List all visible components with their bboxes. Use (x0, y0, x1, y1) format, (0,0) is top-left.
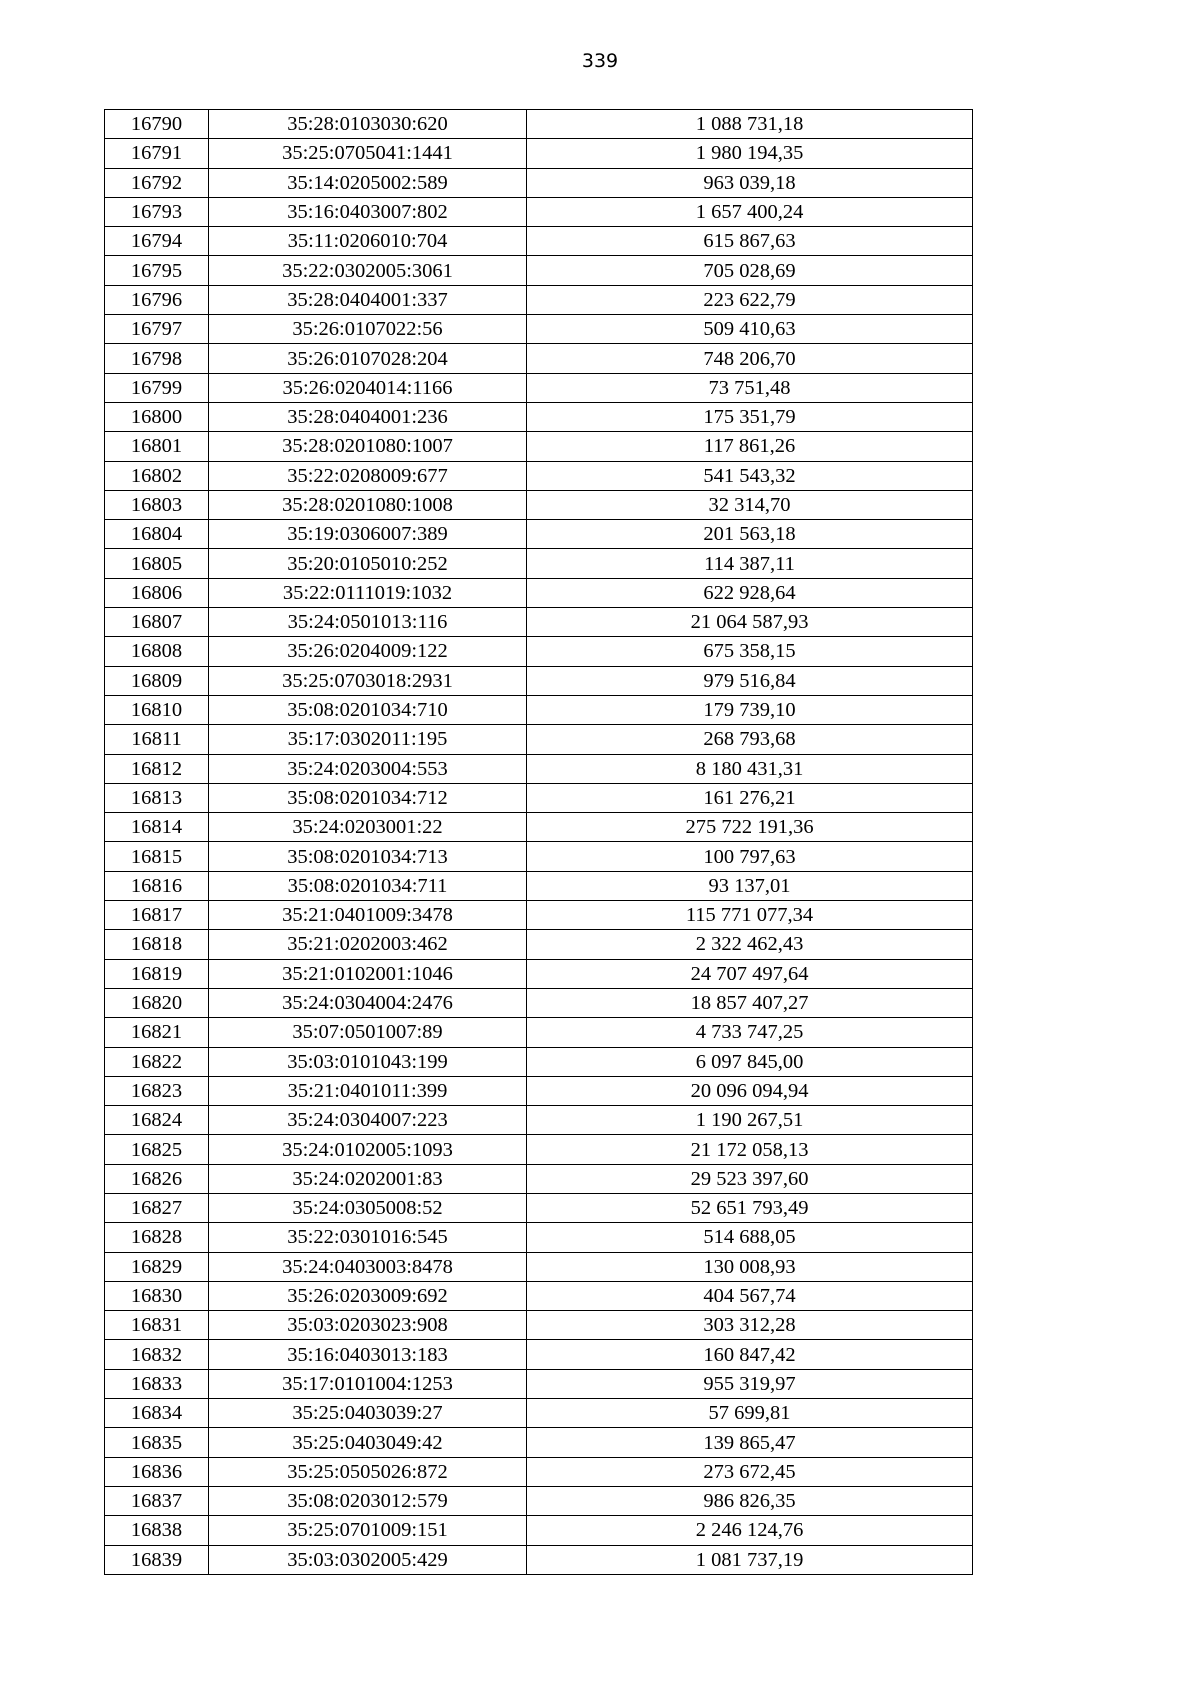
cadastral-value-cell: 509 410,63 (527, 315, 973, 344)
table-row (105, 197, 973, 226)
cadastral-value-cell: 622 928,64 (527, 578, 973, 607)
table-row (105, 725, 973, 754)
cadastral-number-cell: 35:03:0302005:429 (209, 1545, 527, 1574)
cadastral-value-cell: 223 622,79 (527, 285, 973, 314)
cadastral-number-cell: 35:22:0111019:1032 (209, 578, 527, 607)
row-number-cell: 16825 (105, 1135, 209, 1164)
cadastral-value-cell: 1 081 737,19 (527, 1545, 973, 1574)
row-number-cell: 16835 (105, 1428, 209, 1457)
row-number-cell: 16831 (105, 1311, 209, 1340)
table-row (105, 1193, 973, 1222)
row-number-cell: 16830 (105, 1281, 209, 1310)
table-row (105, 1545, 973, 1574)
table-row (105, 461, 973, 490)
cadastral-value-cell: 117 861,26 (527, 432, 973, 461)
cadastral-number-cell: 35:26:0107028:204 (209, 344, 527, 373)
cadastral-number-cell: 35:16:0403007:802 (209, 197, 527, 226)
row-number-cell: 16836 (105, 1457, 209, 1486)
cadastral-value-cell: 986 826,35 (527, 1486, 973, 1515)
row-number-cell: 16839 (105, 1545, 209, 1574)
cadastral-value-cell: 675 358,15 (527, 637, 973, 666)
cadastral-value-cell: 130 008,93 (527, 1252, 973, 1281)
row-number-cell: 16795 (105, 256, 209, 285)
cadastral-value-cell: 541 543,32 (527, 461, 973, 490)
cadastral-number-cell: 35:11:0206010:704 (209, 227, 527, 256)
cadastral-value-cell: 115 771 077,34 (527, 901, 973, 930)
cadastral-number-cell: 35:22:0301016:545 (209, 1223, 527, 1252)
cadastral-value-cell: 57 699,81 (527, 1399, 973, 1428)
cadastral-number-cell: 35:28:0103030:620 (209, 110, 527, 139)
cadastral-value-cell: 160 847,42 (527, 1340, 973, 1369)
cadastral-value-cell: 52 651 793,49 (527, 1193, 973, 1222)
row-number-cell: 16794 (105, 227, 209, 256)
cadastral-value-cell: 275 722 191,36 (527, 813, 973, 842)
cadastral-number-cell: 35:08:0201034:712 (209, 783, 527, 812)
table-row (105, 988, 973, 1017)
cadastral-number-cell: 35:26:0204014:1166 (209, 373, 527, 402)
cadastral-number-cell: 35:20:0105010:252 (209, 549, 527, 578)
table-row (105, 666, 973, 695)
cadastral-value-cell: 4 733 747,25 (527, 1018, 973, 1047)
cadastral-number-cell: 35:28:0404001:337 (209, 285, 527, 314)
cadastral-number-cell: 35:21:0401009:3478 (209, 901, 527, 930)
table-row (105, 842, 973, 871)
cadastral-value-cell: 273 672,45 (527, 1457, 973, 1486)
table-row (105, 373, 973, 402)
row-number-cell: 16812 (105, 754, 209, 783)
row-number-cell: 16821 (105, 1018, 209, 1047)
cadastral-number-cell: 35:24:0305008:52 (209, 1193, 527, 1222)
table-row (105, 1311, 973, 1340)
table-row (105, 901, 973, 930)
cadastral-number-cell: 35:25:0705041:1441 (209, 139, 527, 168)
row-number-cell: 16806 (105, 578, 209, 607)
row-number-cell: 16791 (105, 139, 209, 168)
cadastral-number-cell: 35:28:0201080:1007 (209, 432, 527, 461)
cadastral-value-cell: 32 314,70 (527, 490, 973, 519)
row-number-cell: 16833 (105, 1369, 209, 1398)
table-row (105, 139, 973, 168)
cadastral-number-cell: 35:22:0302005:3061 (209, 256, 527, 285)
cadastral-value-cell: 404 567,74 (527, 1281, 973, 1310)
cadastral-number-cell: 35:24:0304007:223 (209, 1106, 527, 1135)
table-row (105, 754, 973, 783)
table-row (105, 1340, 973, 1369)
cadastral-value-cell: 20 096 094,94 (527, 1076, 973, 1105)
row-number-cell: 16838 (105, 1516, 209, 1545)
cadastral-value-cell: 615 867,63 (527, 227, 973, 256)
table-row (105, 168, 973, 197)
cadastral-number-cell: 35:25:0403039:27 (209, 1399, 527, 1428)
table-row (105, 1047, 973, 1076)
cadastral-value-cell: 21 064 587,93 (527, 608, 973, 637)
cadastral-value-cell: 161 276,21 (527, 783, 973, 812)
row-number-cell: 16807 (105, 608, 209, 637)
cadastral-number-cell: 35:28:0404001:236 (209, 402, 527, 431)
cadastral-value-cell: 29 523 397,60 (527, 1164, 973, 1193)
page-number: 339 (581, 50, 619, 72)
row-number-cell: 16832 (105, 1340, 209, 1369)
row-number-cell: 16826 (105, 1164, 209, 1193)
row-number-cell: 16796 (105, 285, 209, 314)
cadastral-number-cell: 35:26:0203009:692 (209, 1281, 527, 1310)
row-number-cell: 16811 (105, 725, 209, 754)
cadastral-number-cell: 35:03:0203023:908 (209, 1311, 527, 1340)
cadastral-number-cell: 35:21:0401011:399 (209, 1076, 527, 1105)
cadastral-number-cell: 35:24:0403003:8478 (209, 1252, 527, 1281)
cadastral-value-table (104, 109, 973, 1575)
row-number-cell: 16823 (105, 1076, 209, 1105)
row-number-cell: 16834 (105, 1399, 209, 1428)
table-row (105, 637, 973, 666)
row-number-cell: 16817 (105, 901, 209, 930)
row-number-cell: 16797 (105, 315, 209, 344)
table-row (105, 1252, 973, 1281)
row-number-cell: 16800 (105, 402, 209, 431)
table-row (105, 402, 973, 431)
cadastral-value-cell: 73 751,48 (527, 373, 973, 402)
cadastral-number-cell: 35:24:0202001:83 (209, 1164, 527, 1193)
table-row (105, 783, 973, 812)
cadastral-number-cell: 35:24:0203001:22 (209, 813, 527, 842)
cadastral-number-cell: 35:24:0304004:2476 (209, 988, 527, 1017)
row-number-cell: 16819 (105, 959, 209, 988)
cadastral-value-cell: 139 865,47 (527, 1428, 973, 1457)
table-row (105, 1018, 973, 1047)
table-row (105, 1076, 973, 1105)
cadastral-number-cell: 35:14:0205002:589 (209, 168, 527, 197)
table-row (105, 813, 973, 842)
cadastral-value-cell: 6 097 845,00 (527, 1047, 973, 1076)
cadastral-number-cell: 35:22:0208009:677 (209, 461, 527, 490)
table-row (105, 1164, 973, 1193)
row-number-cell: 16822 (105, 1047, 209, 1076)
cadastral-value-cell: 705 028,69 (527, 256, 973, 285)
table-row (105, 695, 973, 724)
cadastral-number-cell: 35:25:0403049:42 (209, 1428, 527, 1457)
row-number-cell: 16837 (105, 1486, 209, 1515)
table-row (105, 285, 973, 314)
row-number-cell: 16802 (105, 461, 209, 490)
cadastral-value-cell: 268 793,68 (527, 725, 973, 754)
cadastral-value-cell: 201 563,18 (527, 520, 973, 549)
row-number-cell: 16810 (105, 695, 209, 724)
table-body (105, 110, 973, 1575)
cadastral-value-cell: 24 707 497,64 (527, 959, 973, 988)
cadastral-value-cell: 1 088 731,18 (527, 110, 973, 139)
row-number-cell: 16803 (105, 490, 209, 519)
row-number-cell: 16814 (105, 813, 209, 842)
table-row (105, 1135, 973, 1164)
row-number-cell: 16813 (105, 783, 209, 812)
cadastral-value-cell: 2 246 124,76 (527, 1516, 973, 1545)
table-row (105, 1457, 973, 1486)
row-number-cell: 16816 (105, 871, 209, 900)
cadastral-value-cell: 748 206,70 (527, 344, 973, 373)
row-number-cell: 16790 (105, 110, 209, 139)
cadastral-value-cell: 18 857 407,27 (527, 988, 973, 1017)
cadastral-number-cell: 35:21:0102001:1046 (209, 959, 527, 988)
row-number-cell: 16815 (105, 842, 209, 871)
cadastral-number-cell: 35:28:0201080:1008 (209, 490, 527, 519)
cadastral-value-cell: 179 739,10 (527, 695, 973, 724)
cadastral-value-cell: 514 688,05 (527, 1223, 973, 1252)
cadastral-number-cell: 35:26:0204009:122 (209, 637, 527, 666)
row-number-cell: 16792 (105, 168, 209, 197)
cadastral-number-cell: 35:25:0703018:2931 (209, 666, 527, 695)
cadastral-number-cell: 35:08:0201034:713 (209, 842, 527, 871)
cadastral-number-cell: 35:17:0302011:195 (209, 725, 527, 754)
table-row (105, 227, 973, 256)
row-number-cell: 16799 (105, 373, 209, 402)
table-row (105, 344, 973, 373)
row-number-cell: 16809 (105, 666, 209, 695)
row-number-cell: 16828 (105, 1223, 209, 1252)
table-row (105, 1369, 973, 1398)
row-number-cell: 16820 (105, 988, 209, 1017)
table-row (105, 315, 973, 344)
cadastral-value-cell: 175 351,79 (527, 402, 973, 431)
table-row (105, 1516, 973, 1545)
cadastral-number-cell: 35:08:0203012:579 (209, 1486, 527, 1515)
cadastral-number-cell: 35:19:0306007:389 (209, 520, 527, 549)
cadastral-number-cell: 35:25:0505026:872 (209, 1457, 527, 1486)
row-number-cell: 16829 (105, 1252, 209, 1281)
table-row (105, 959, 973, 988)
row-number-cell: 16805 (105, 549, 209, 578)
table-row (105, 432, 973, 461)
table-row (105, 256, 973, 285)
cadastral-value-cell: 963 039,18 (527, 168, 973, 197)
cadastral-number-cell: 35:24:0203004:553 (209, 754, 527, 783)
table-row (105, 1428, 973, 1457)
cadastral-value-cell: 8 180 431,31 (527, 754, 973, 783)
cadastral-value-cell: 979 516,84 (527, 666, 973, 695)
cadastral-value-cell: 1 190 267,51 (527, 1106, 973, 1135)
table-row (105, 871, 973, 900)
cadastral-value-cell: 93 137,01 (527, 871, 973, 900)
table-row (105, 578, 973, 607)
row-number-cell: 16801 (105, 432, 209, 461)
table-row (105, 549, 973, 578)
cadastral-number-cell: 35:03:0101043:199 (209, 1047, 527, 1076)
cadastral-number-cell: 35:08:0201034:710 (209, 695, 527, 724)
table-row (105, 1106, 973, 1135)
cadastral-number-cell: 35:07:0501007:89 (209, 1018, 527, 1047)
row-number-cell: 16827 (105, 1193, 209, 1222)
table-row (105, 930, 973, 959)
cadastral-number-cell: 35:24:0102005:1093 (209, 1135, 527, 1164)
row-number-cell: 16804 (105, 520, 209, 549)
cadastral-number-cell: 35:17:0101004:1253 (209, 1369, 527, 1398)
row-number-cell: 16824 (105, 1106, 209, 1135)
table-row (105, 1399, 973, 1428)
cadastral-number-cell: 35:21:0202003:462 (209, 930, 527, 959)
cadastral-value-cell: 114 387,11 (527, 549, 973, 578)
cadastral-value-cell: 303 312,28 (527, 1311, 973, 1340)
row-number-cell: 16808 (105, 637, 209, 666)
table-row (105, 1281, 973, 1310)
row-number-cell: 16793 (105, 197, 209, 226)
table-row (105, 1486, 973, 1515)
cadastral-number-cell: 35:16:0403013:183 (209, 1340, 527, 1369)
table-row (105, 520, 973, 549)
cadastral-number-cell: 35:26:0107022:56 (209, 315, 527, 344)
row-number-cell: 16798 (105, 344, 209, 373)
cadastral-number-cell: 35:25:0701009:151 (209, 1516, 527, 1545)
cadastral-value-cell: 2 322 462,43 (527, 930, 973, 959)
cadastral-value-cell: 955 319,97 (527, 1369, 973, 1398)
cadastral-value-cell: 100 797,63 (527, 842, 973, 871)
table-row (105, 490, 973, 519)
cadastral-number-cell: 35:08:0201034:711 (209, 871, 527, 900)
table-row (105, 608, 973, 637)
cadastral-value-cell: 21 172 058,13 (527, 1135, 973, 1164)
cadastral-value-cell: 1 657 400,24 (527, 197, 973, 226)
table-row (105, 1223, 973, 1252)
cadastral-number-cell: 35:24:0501013:116 (209, 608, 527, 637)
row-number-cell: 16818 (105, 930, 209, 959)
cadastral-value-cell: 1 980 194,35 (527, 139, 973, 168)
table-row (105, 110, 973, 139)
